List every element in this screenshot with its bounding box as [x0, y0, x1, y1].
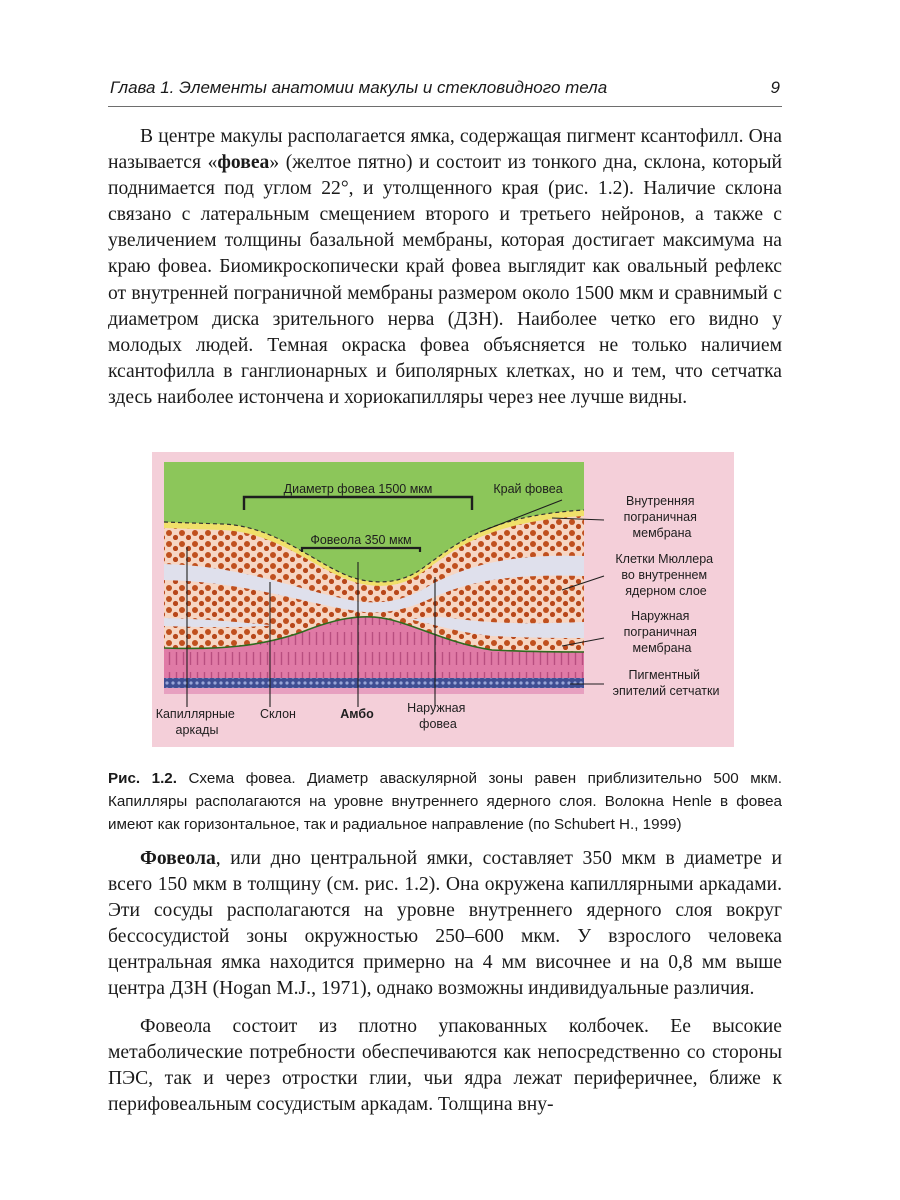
- label-fovea-diameter: Диаметр фовеа 1500 мкм: [283, 482, 433, 496]
- page-number: 9: [770, 78, 780, 97]
- caption-label: Рис. 1.2.: [108, 770, 177, 787]
- paragraph-text: Фовеола состоит из плотно упакованных колбочек. Ее высокие метаболические потребности обеспечиваются как непосредственно со стороны ПЭС, так и через отростки глии, чьи ядра лежат периферичнее, ближе к перифовеальным сосудистым аркадам. Толщина вну-: [108, 1016, 782, 1116]
- chapter-title: Глава 1. Элементы анатомии макулы и стекловидного тела: [110, 78, 608, 97]
- label-pigment-epithelium: Пигментный эпителий сетчатки: [612, 668, 720, 698]
- figure-fovea-diagram: [152, 452, 734, 747]
- paragraph-text: В центре макулы располагается ямка, содержащая пигмент ксантофилл. Она называется «: [108, 126, 782, 174]
- pigment-epithelium-layer: [164, 678, 584, 688]
- label-inner-membrane: Внутренняя пограничная мембрана: [623, 494, 697, 540]
- paragraph-text: » (желтое пятно) и состоит из тонкого дна, склона, который поднимается под углом 22°, и утолщенного края (рис. 1.2). Наличие склона связано с латеральным смещением второго и третьего нейронов, а также с увеличением толщины базальной мембраны, которая достигает максимума на краю фовеа. Биомикроскопически край фовеа выглядит как овальный рефлекс от внутренней пограничной мембраны размером около 1500 мкм и сравнимый с диаметром диска зрительного нерва (ДЗН). Наиболее четко его видно у молодых людей. Темная окраска фовеа объясняется не только наличием ксантофилла в ганглионарных и биполярных клетках, но и тем, что сетчатка здесь наиболее истончена и хориокапилляры через нее лучше видны.: [108, 152, 782, 408]
- term-fovea: фовеа: [217, 152, 270, 174]
- running-header: [108, 78, 782, 107]
- caption-text: Схема фовеа. Диаметр аваскулярной зоны равен приблизительно 500 мкм. Капилляры располагаются на уровне внутреннего ядерного слоя. Волокна Henle в фовеа имеют как горизонтальное, так и радиальное направление (по Schubert H., 1999): [108, 770, 782, 833]
- choroid-strip: [164, 688, 584, 694]
- label-capillary-arcades: Капиллярные аркады: [155, 707, 235, 737]
- label-foveola: Фовеола 350 мкм: [310, 533, 412, 547]
- label-outer-membrane: Наружная пограничная мембрана: [623, 609, 697, 655]
- paragraph-text: , или дно центральной ямки, составляет 350 мкм в диаметре и всего 150 мкм в толщину (см. рис. 1.2). Она окружена капиллярными аркадами. Эти сосуды располагаются на уровне внутреннего ядерного слоя вокруг бессосудистой зоны окружностью 250–600 мкм. У взрослого человека центральная ямка находится примерно на 4 мм височнее и на 0,8 мм выше центра ДЗН (Hogan M.J., 1971), однако возможны индивидуальные различия.: [108, 848, 782, 1000]
- term-foveola: Фовеола: [140, 848, 216, 869]
- paragraph-fovea-intro: [108, 124, 782, 411]
- paragraph-foveola-cones: [108, 1014, 782, 1118]
- label-muller-cells: Клетки Мюллера во внутреннем ядерном слое: [615, 552, 714, 598]
- label-fovea-edge: Край фовеа: [493, 482, 563, 496]
- fovea-schematic: [152, 452, 734, 747]
- label-slope: Склон: [260, 707, 296, 721]
- label-ambo: Амбо: [340, 707, 374, 721]
- figure-caption: [108, 767, 782, 836]
- label-outer-fovea: Наружная фовеа: [407, 701, 466, 731]
- paragraph-foveola: [108, 846, 782, 1003]
